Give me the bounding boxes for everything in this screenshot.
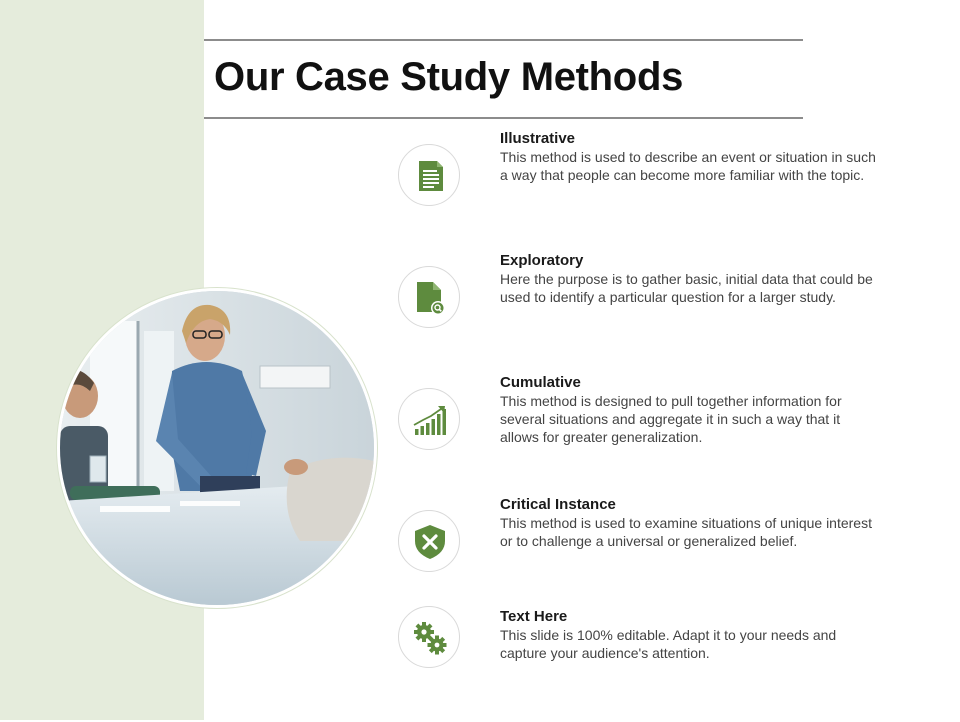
file-search-icon: [398, 266, 460, 328]
method-description: This method is used to examine situations of unique interest or to challenge a universal or generalized belief.: [500, 515, 872, 549]
gears-icon: [398, 606, 460, 668]
method-title: Cumulative: [500, 374, 581, 391]
slide-title: Our Case Study Methods: [214, 55, 684, 99]
method-critical-instance: [398, 496, 888, 618]
method-exploratory: [398, 252, 888, 374]
method-text-here: [398, 608, 888, 722]
method-description: This method is designed to pull together information for several situations and aggregate it in such a way that it allows for greater generalization.: [500, 393, 842, 445]
document-icon: [398, 144, 460, 206]
method-title: Illustrative: [500, 130, 576, 147]
method-title: Text Here: [500, 608, 568, 625]
method-title: Exploratory: [500, 252, 584, 269]
method-description: This slide is 100% editable. Adapt it to your needs and capture your audience's attention.: [500, 627, 837, 661]
method-illustrative: [398, 130, 888, 252]
title-rule-bottom: [204, 117, 803, 119]
method-title: Critical Instance: [500, 496, 616, 513]
shield-x-icon: [398, 510, 460, 572]
title-rule-top: [204, 39, 803, 41]
meeting-photo: [57, 288, 377, 608]
method-description: Here the purpose is to gather basic, initial data that could be used to identify a particular question for a larger study.: [500, 271, 873, 305]
method-cumulative: [398, 374, 888, 496]
method-description: This method is used to describe an event or situation in such a way that people can become more familiar with the topic.: [500, 149, 876, 183]
growth-chart-icon: [398, 388, 460, 450]
